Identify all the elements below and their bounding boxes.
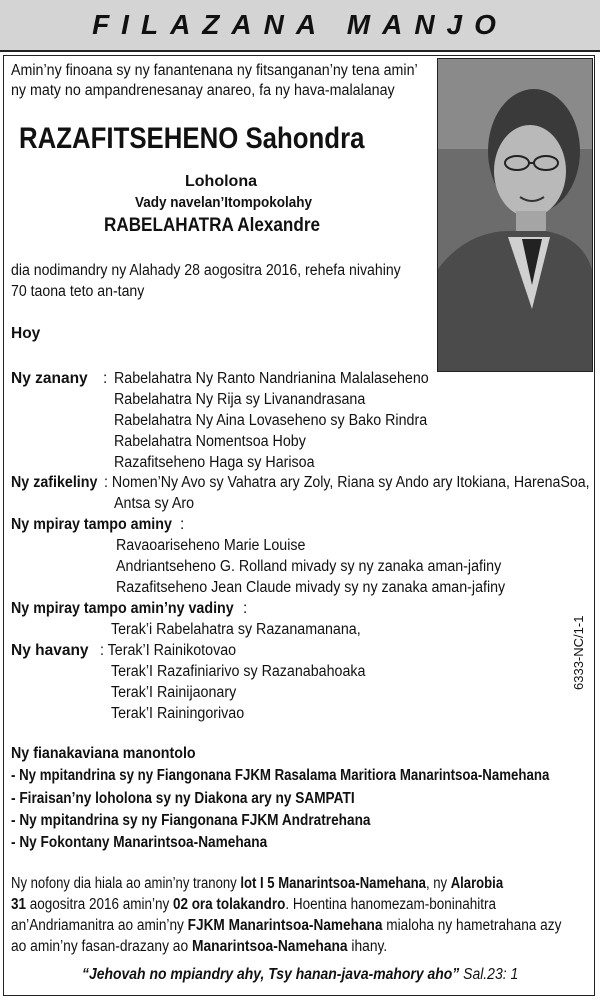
mpiray-tampo-name-1: Ravaoariseheno Marie Louise [116, 537, 306, 554]
hoy-label: Hoy [11, 325, 41, 342]
death-line-2: 70 taona teto an-tany [11, 283, 145, 300]
bible-verse: “Jehovah no mpiandry ahy, Tsy hanan-java-mahory aho” Sal.23: 1 [82, 966, 519, 983]
mpiray-tampo-label: Ny mpiray tampo aminy [11, 516, 172, 533]
widow-of-line: Vady navelan’Itompokolahy [135, 194, 313, 211]
zanany-label: Ny zanany [11, 370, 88, 387]
portrait-image [438, 59, 593, 372]
fianakaviana-heading: Ny fianakaviana manontolo [11, 745, 196, 762]
mpiray-tampo-colon: : [180, 516, 185, 533]
zanany-name-2: Rabelahatra Ny Rija sy Livanandrasana [114, 391, 366, 408]
spouse-name: RABELAHATRA Alexandre [104, 215, 320, 236]
page-title: FILAZANA MANJO [92, 9, 508, 40]
fianakaviana-item-2: - Firaisan’ny loholona sy ny Diakona ary ny SAMPATI [11, 790, 355, 807]
funeral-line-2: 31 aogositra 2016 amin’ny 02 ora tolakandro. Hoentina hanomezam-boninahitra [11, 896, 497, 913]
zanany-name-4: Rabelahatra Nomentsoa Hoby [114, 433, 306, 450]
fianakaviana-item-1: - Ny mpitandrina sy ny Fiangonana FJKM Rasalama Maritiora Manarintsoa-Namehana [11, 767, 550, 784]
funeral-line-3: an’Andriamanitra ao amin’ny FJKM Manarintsoa-Namehana mialoha ny hametrahana azy [11, 917, 562, 934]
havany-first: : Terak’I Rainikotovao [100, 642, 237, 659]
funeral-line-1: Ny nofony dia hiala ao amin’ny tranony lot I 5 Manarintsoa-Namehana, ny Alarobia [11, 875, 504, 892]
zafikeliny-line-1: : Nomen’Ny Avo sy Vahatra ary Zoly, Riana sy Ando ary Itokiana, HarenaSoa, [104, 474, 590, 491]
fianakaviana-item-3: - Ny mpitandrina sy ny Fiangonana FJKM Andratrehana [11, 812, 371, 829]
zanany-name-1: Rabelahatra Ny Ranto Nandrianina Malalaseheno [114, 370, 429, 387]
deceased-title: Loholona [185, 173, 257, 190]
mpiray-tampo-vady-colon: : [243, 600, 248, 617]
zanany-name-5: Razafitseheno Haga sy Harisoa [114, 454, 315, 471]
havany-name-3: Terak’I Rainijaonary [111, 684, 237, 701]
mpiray-tampo-vady-label: Ny mpiray tampo amin’ny vadiny [11, 600, 234, 617]
mpiray-tampo-vady-name-1: Terak’i Rabelahatra sy Razanamanana, [111, 621, 361, 638]
deceased-photo [437, 58, 593, 372]
death-line-1: dia nodimandry ny Alahady 28 aogositra 2016, rehefa nivahiny [11, 262, 401, 279]
havany-label: Ny havany [11, 642, 89, 659]
funeral-line-4: ao amin’ny fasan-drazany ao Manarintsoa-Namehana ihany. [11, 938, 388, 955]
intro-line-2: ny maty no ampandrenesanay anareo, fa ny hava-malalanay [11, 82, 395, 99]
zafikeliny-line-2: Antsa sy Aro [114, 495, 195, 512]
intro-line-1: Amin’ny finoana sy ny fanantenana ny fitsanganan’ny tena amin’ [11, 62, 418, 79]
deceased-name: RAZAFITSEHENO Sahondra [19, 122, 365, 155]
fianakaviana-item-4: - Ny Fokontany Manarintsoa-Namehana [11, 834, 268, 851]
mpiray-tampo-name-2: Andriantseheno G. Rolland mivady sy ny zanaka aman-jafiny [116, 558, 502, 575]
header-banner [0, 0, 600, 52]
zanany-colon: : [103, 370, 108, 387]
havany-name-2: Terak’I Razafiniarivo sy Razanabahoaka [111, 663, 366, 680]
havany-name-4: Terak’I Rainingorivao [111, 705, 245, 722]
zanany-name-3: Rabelahatra Ny Aina Lovaseheno sy Bako Rindra [114, 412, 428, 429]
zafikeliny-label: Ny zafikeliny [11, 474, 98, 491]
mpiray-tampo-name-3: Razafitseheno Jean Claude mivady sy ny zanaka aman-jafiny [116, 579, 506, 596]
reference-code: 6333-NC/1-1 [571, 615, 586, 690]
